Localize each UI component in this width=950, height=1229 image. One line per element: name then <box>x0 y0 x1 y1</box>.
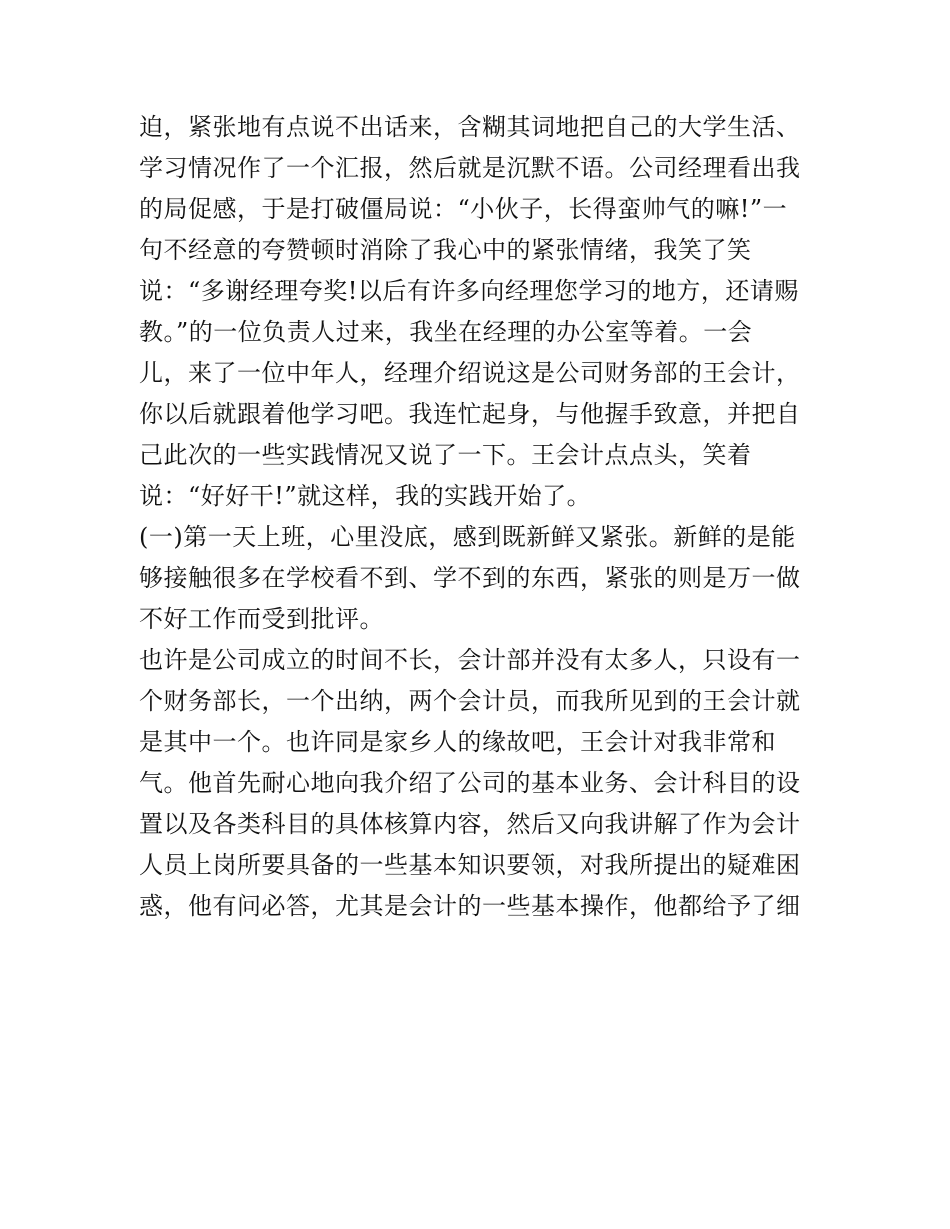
text-line: 说：“好好干!”就这样，我的实践开始了。 <box>139 482 592 510</box>
text-line: 不好工作而受到批评。 <box>139 605 384 633</box>
text-line: 说：“多谢经理夸奖!以后有许多向经理您学习的地方，还请赐 <box>139 277 799 305</box>
text-line: 够接触很多在学校看不到、学不到的东西，紧张的则是万一做 <box>139 564 801 592</box>
text-line: 惑，他有问必答，尤其是会计的一些基本操作，他都给予了细 <box>139 892 801 920</box>
text-line: 句不经意的夸赞顿时消除了我心中的紧张情绪，我笑了笑 <box>139 236 752 264</box>
text-line: (一)第一天上班，心里没底，感到既新鲜又紧张。新鲜的是能 <box>139 523 796 551</box>
text-line: 己此次的一些实践情况又说了一下。王会计点点头，笑着 <box>139 441 752 469</box>
text-line: 气。他首先耐心地向我介绍了公司的基本业务、会计科目的设 <box>139 769 801 797</box>
text-line: 的局促感，于是打破僵局说：“小伙子，长得蛮帅气的嘛!”一 <box>139 195 788 223</box>
text-line: 也许是公司成立的时间不长，会计部并没有太多人，只设有一 <box>139 646 801 674</box>
text-line: 迫，紧张地有点说不出话来，含糊其词地把自己的大学生活、 <box>139 113 801 141</box>
text-line: 教。”的一位负责人过来，我坐在经理的办公室等着。一会 <box>139 318 753 346</box>
text-line: 人员上岗所要具备的一些基本知识要领，对我所提出的疑难困 <box>139 851 801 879</box>
text-line: 个财务部长，一个出纳，两个会计员，而我所见到的王会计就 <box>139 687 801 715</box>
document-body <box>139 107 819 927</box>
text-line: 是其中一个。也许同是家乡人的缘故吧，王会计对我非常和 <box>139 728 776 756</box>
text-line: 你以后就跟着他学习吧。我连忙起身，与他握手致意，并把自 <box>139 400 801 428</box>
text-line: 学习情况作了一个汇报，然后就是沉默不语。公司经理看出我 <box>139 154 801 182</box>
text-line: 儿，来了一位中年人，经理介绍说这是公司财务部的王会计， <box>139 359 801 387</box>
text-line: 置以及各类科目的具体核算内容，然后又向我讲解了作为会计 <box>139 810 801 838</box>
